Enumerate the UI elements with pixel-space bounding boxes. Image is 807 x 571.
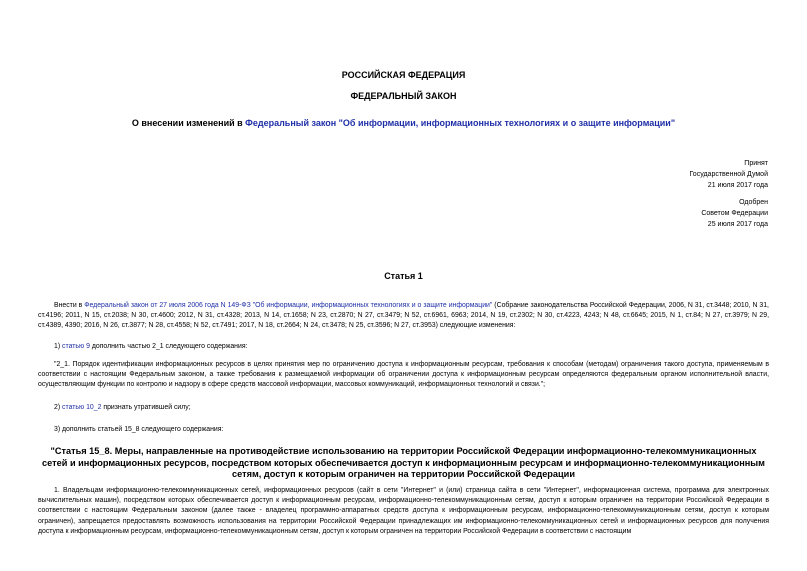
approved-by: Советом Федерации	[701, 210, 768, 217]
quote-2-1: "2_1. Порядок идентификации информационных ресурсов в целях принятия мер по ограничению доступа к информационным ресурсам, требования к способам (методам) ограничения такого доступа, применяемым в соответствии с настоящим Федеральным законом, а также требования к размещаемой информации об ограничении доступа к информационным ресурсам определяются федеральным органом исполнительной власти, осуществляющим функции по контролю и надзору в сфере средств массовой информации, массовых коммуникаций, информационных технологий и связи.";	[38, 361, 769, 389]
intro-law-link[interactable]: Федеральный закон от 27 июля 2006 года N 149-ФЗ "Об информации, информационных технологиях и о защите информации"	[84, 302, 493, 309]
law-type-heading: ФЕДЕРАЛЬНЫЙ ЗАКОН	[350, 91, 457, 101]
adopted-by: Государственной Думой	[689, 171, 768, 178]
item-2-rest: признать утратившей силу;	[101, 404, 191, 411]
adopted-label: Принят	[744, 160, 768, 167]
item-1-prefix: 1)	[54, 343, 63, 350]
law-title	[0, 118, 807, 128]
article-title: Статья 1	[384, 271, 423, 281]
approved-date: 25 июля 2017 года	[707, 221, 768, 228]
adopted-date: 21 июля 2017 года	[707, 182, 768, 189]
article-15-8-paragraph-1: 1. Владельцам информационно-телекоммуникационных сетей, информационных ресурсов (сайт в сети "Интернет" и (или) страница сайта в сети "Интернет", информационная система, программа для электронных вычислительных машин), посредством которых обеспечивается доступ к информационным ресурсам, информационно-телекоммуникационным сетям, доступ к которым ограничен на территории Российской Федерации в соответствии с настоящим Федеральным законом (далее также - владелец программно-аппаратных средств доступа к информационным ресурсам, информационно-телекоммуникационным сетям, доступ к которым ограничен), запрещается предоставлять возможность использования на территории Российской Федерации принадлежащих им информационно-телекоммуникационных сетей и информационных ресурсов для получения доступа к информационным ресурсам, информационно-телекоммуникационным сетям, доступ к которым ограничен на территории Российской Федерации в соответствии с настоящим	[38, 487, 769, 535]
country-heading: РОССИЙСКАЯ ФЕДЕРАЦИЯ	[341, 70, 466, 80]
intro-prefix: Внести в	[54, 302, 85, 309]
article-15-8-title: "Статья 15_8. Меры, направленные на противодействие использованию на территории Российской Федерации информационно-телекоммуникационных сетей и информационных ресурсов, посредством которых обеспечивается доступ к информационным ресурсам и информационно-телекоммуникационным сетям, доступ к которым ограничен на территории Российской Федерации	[42, 446, 765, 479]
approved-label: Одобрен	[739, 199, 768, 206]
law-title-link[interactable]: Федеральный закон "Об информации, информационных технологиях и о защите информации"	[245, 118, 676, 128]
item-3: 3) дополнить статьей 15_8 следующего содержания:	[54, 426, 224, 433]
item-2-link[interactable]: статью 10_2	[62, 404, 102, 411]
adoption-block	[600, 158, 768, 191]
intro-rest: (Собрание законодательства Российской Федерации, 2006, N 31, ст.3448; 2010, N 31, ст.4196; 2011, N 15, ст.2038; N 30, ст.4600; 2012, N 31, ст.4328; 2013, N 14, ст.1658; N 23, ст.2870; N 27, ст.3479; N 52, ст.6961, 6963; 2014, N 19, ст.2302; N 30, ст.4223, 4243; N 48, ст.6645; 2015, N 1, ст.84; N 27, ст.3979; N 29, ст.4389, 4390; 2016, N 26, ст.3877; N 28, ст.4558; N 52, ст.7491; 2017, N 18, ст.2664; N 24, ст.3478; N 25, ст.3596; N 27, ст.3953) следующие изменения:	[38, 302, 769, 330]
law-title-prefix: О внесении изменений в	[131, 118, 246, 128]
item-1	[38, 342, 769, 352]
item-2	[38, 403, 769, 413]
approval-block	[600, 197, 768, 230]
item-1-rest: дополнить частью 2_1 следующего содержания:	[89, 343, 248, 350]
intro-paragraph	[38, 301, 769, 332]
item-1-link[interactable]: статью 9	[62, 343, 90, 350]
item-2-prefix: 2)	[54, 404, 63, 411]
